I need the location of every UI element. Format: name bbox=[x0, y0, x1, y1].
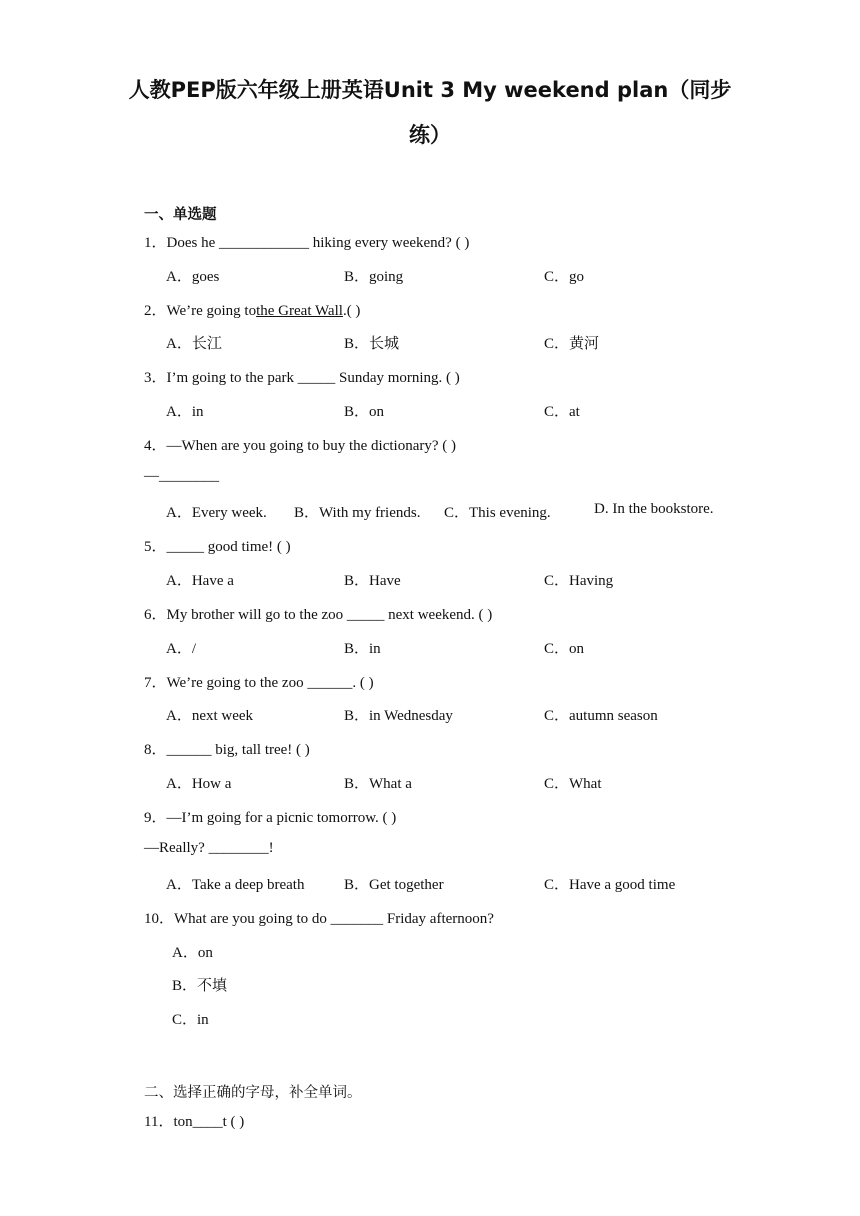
question-8: 8．______ big, tall tree! ( ) bbox=[144, 742, 310, 758]
question-4: 4．—When are you going to buy the dictionary? ( ) bbox=[144, 438, 456, 454]
question-9: 9．—I’m going for a picnic tomorrow. ( ) bbox=[144, 810, 397, 826]
question-2-underlined-text: the Great Wall bbox=[256, 303, 343, 319]
question-2 bbox=[144, 299, 360, 320]
question-4-answer-line: —________ bbox=[144, 468, 219, 484]
question-3-option-a: A．in bbox=[166, 404, 204, 420]
question-1-option-a: A．goes bbox=[166, 269, 220, 285]
question-10-option-a: A．on bbox=[172, 945, 213, 961]
question-9-option-b: B．Get together bbox=[344, 877, 444, 893]
question-7-option-a: A．next week bbox=[166, 708, 254, 724]
question-1-option-c: C．go bbox=[544, 269, 585, 285]
question-9-option-a: A．Take a deep breath bbox=[166, 877, 305, 893]
document-title-line-1: 人教PEP版六年级上册英语Unit 3 My weekend plan（同步 bbox=[128, 78, 732, 102]
question-2-option-a: A．长江 bbox=[166, 336, 222, 352]
question-4-option-b: B．With my friends. bbox=[294, 505, 421, 521]
question-3-option-c: C．at bbox=[544, 404, 580, 420]
question-11: 11．ton____t ( ) bbox=[144, 1114, 245, 1130]
question-6: 6．My brother will go to the zoo _____ next weekend. ( ) bbox=[144, 607, 493, 623]
question-7-option-b: B．in Wednesday bbox=[344, 708, 453, 724]
question-8-option-a: A．How a bbox=[166, 776, 232, 792]
question-8-option-b: B．What a bbox=[344, 776, 412, 792]
document-title-line-2: 练） bbox=[409, 123, 451, 147]
question-10: 10．What are you going to do _______ Friday afternoon? bbox=[144, 911, 494, 927]
question-6-option-c: C．on bbox=[544, 641, 585, 657]
question-2-option-c: C．黄河 bbox=[544, 336, 600, 352]
section-heading-letters: 二、选择正确的字母，补全单词。 bbox=[144, 1085, 362, 1101]
question-7-option-c: C．autumn season bbox=[544, 708, 658, 724]
question-2-tail: .( ) bbox=[342, 303, 361, 319]
question-10-option-b: B．不填 bbox=[172, 978, 228, 994]
question-5-option-b: B．Have bbox=[344, 573, 401, 589]
question-4-option-c: C．This evening. bbox=[444, 505, 551, 521]
question-4-option-a: A．Every week. bbox=[166, 505, 267, 521]
question-10-option-c: C．in bbox=[172, 1012, 209, 1028]
question-1: 1．Does he ____________ hiking every weekend? ( ) bbox=[144, 235, 470, 251]
question-4-option-d: D. In the bookstore. bbox=[594, 501, 714, 517]
section-heading-single-choice: 一、单选题 bbox=[144, 207, 217, 223]
question-2-option-b: B．长城 bbox=[344, 336, 400, 352]
question-2-text: 2．We’re going to bbox=[144, 303, 257, 319]
question-7: 7．We’re going to the zoo ______. ( ) bbox=[144, 675, 374, 691]
question-5-option-c: C．Having bbox=[544, 573, 614, 589]
question-8-option-c: C．What bbox=[544, 776, 602, 792]
question-3: 3．I’m going to the park _____ Sunday morning. ( ) bbox=[144, 370, 460, 386]
question-6-option-a: A．/ bbox=[166, 641, 197, 657]
question-5-option-a: A．Have a bbox=[166, 573, 234, 589]
question-3-option-b: B．on bbox=[344, 404, 385, 420]
question-6-option-b: B．in bbox=[344, 641, 381, 657]
question-9-answer-line: —Really? ________! bbox=[144, 840, 274, 856]
question-5: 5．_____ good time! ( ) bbox=[144, 539, 291, 555]
question-1-option-b: B．going bbox=[344, 269, 404, 285]
question-9-option-c: C．Have a good time bbox=[544, 877, 676, 893]
